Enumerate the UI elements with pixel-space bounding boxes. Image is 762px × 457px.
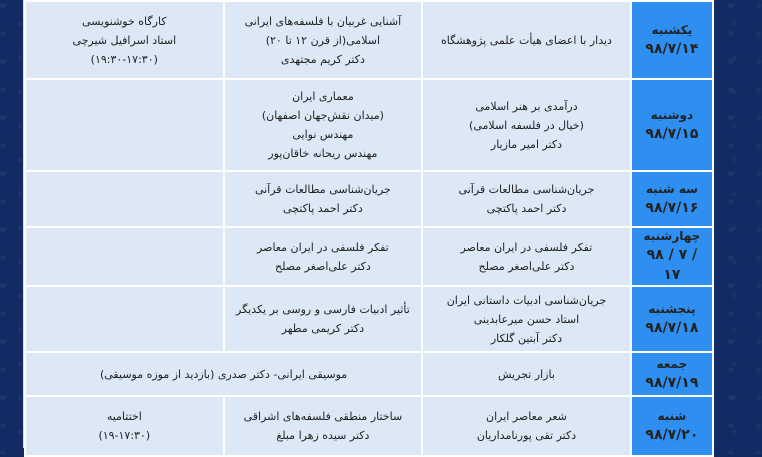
session-cell-1 [422,227,631,286]
session-cell-2 [224,79,423,171]
cell-line: دکتر علی‌اصغر مصلح [274,259,371,273]
cell-line: جریان‌شناسی مطالعات قرآنی [458,183,595,196]
day-name: دوشنبه [650,107,694,122]
session-cell-2 [224,286,423,352]
schedule-row [25,79,713,171]
day-name: یکشنبه [651,22,693,37]
day-date: ۹۸/۷/۱۵ [645,125,699,142]
cell-line: دکتر احمد پاکتچی [486,202,567,215]
day-name: سه شنبه [645,181,698,196]
day-name: پنجشنبه [648,301,696,316]
day-name: شنبه [657,408,687,423]
cell-line: دکتر احمد پاکتچی [283,202,363,215]
session-cell-3 [25,286,224,352]
session-cell-1 [422,352,631,396]
day-date: ۹۸/۷/۲۰ [645,426,699,443]
cell-line: دکتر کریم مجتهدی [280,52,365,66]
schedule-row [25,1,713,79]
session-cell-2 [224,1,423,79]
day-date: ۹۸/۷/۱۶ [645,199,699,216]
cell-line: اختتامیه [106,410,142,423]
schedule-row [25,171,713,227]
cell-line: (۱۹:۳۰-۱۷:۳۰) [90,52,158,66]
session-cell-3 [25,79,224,171]
day-cell [631,171,713,227]
cell-line: ساختار منطقی فلسفه‌های اشراقی [243,410,403,423]
cell-line: دکتر امیر مازیار [490,137,563,151]
session-cell-3 [25,1,224,79]
schedule-row [25,286,713,352]
session-cell-2 [224,227,423,286]
schedule-row [25,227,713,286]
cell-line: تأثیر ادبیات فارسی و روسی بر یکدیگر [236,303,410,316]
session-cell-1 [422,171,631,227]
cell-line: دکتر آبتین گلکار [490,331,563,345]
day-cell [631,352,713,396]
cell-line: آشنایی غربیان با فلسفه‌های ایرانی [244,14,402,28]
cell-line: دکتر علی‌اصغر مصلح [478,259,575,273]
schedule-row [25,352,713,396]
cell-line: جریان‌شناسی ادبیات داستانی ایران [446,293,607,307]
cell-line: (خیال در فلسفه اسلامی) [469,118,584,132]
cell-line: (میدان نقش‌جهان اصفهان) [261,109,384,122]
session-cell-3 [25,396,224,456]
cell-line: تفکر فلسفی در ایران معاصر [257,240,389,254]
day-cell [631,1,713,79]
cell-line: درآمدی بر هنر اسلامی [475,99,578,113]
cell-line: شعر معاصر ایران [486,410,567,423]
day-cell [631,227,713,286]
cell-line: اسلامی(از قرن ۱۲ تا ۲۰) [265,33,381,47]
day-date: ۹۸ / ۷ / ۱۷ [646,247,698,283]
day-cell [631,396,713,456]
session-cell-2 [224,171,423,227]
cell-line: دیدار با اعضای هیأت علمی پژوهشگاه [441,33,612,47]
session-cell-1 [422,286,631,352]
session-cell-3 [25,227,224,286]
session-cell-1 [422,1,631,79]
schedule-frame [24,0,714,448]
day-cell [631,286,713,352]
cell-line: دکتر سیده زهرا مبلغ [276,429,370,442]
schedule-body [25,1,713,456]
day-date: ۹۸/۷/۱۸ [645,319,699,336]
session-cell-1 [422,79,631,171]
cell-line: تفکر فلسفی در ایران معاصر [460,240,593,254]
session-cell-merged [25,352,422,396]
session-cell-3 [25,171,224,227]
day-date: ۹۸/۷/۱۴ [645,40,699,57]
day-cell [631,79,713,171]
day-name: چهارشنبه [643,229,701,243]
cell-line: (۱۹-۱۷:۳۰) [98,429,151,442]
session-cell-1 [422,396,631,456]
cell-line: جریان‌شناسی مطالعات قرآنی [254,183,391,196]
cell-line: معماری ایران [292,90,354,103]
cell-line: کارگاه خوشنویسی [82,14,167,28]
cell-line: دکتر تقی پورنامداریان [476,429,577,442]
day-date: ۹۸/۷/۱۹ [645,374,699,391]
cell-line: استاد اسرافیل شیرچی [72,33,177,47]
cell-line: بازار تجریش [498,367,555,381]
schedule-row [25,396,713,456]
day-name: جمعه [656,356,688,371]
cell-line: مهندس نوایی [292,128,354,141]
cell-line: دکتر کریمی مطهر [281,322,365,335]
cell-line: استاد حسن میرعابدینی [473,312,580,326]
cell-line: موسیقی ایرانی- دکتر صدری (بازدید از موزه موسیقی) [99,367,348,381]
cell-line: مهندس ریحانه خاقان‌پور [268,147,378,160]
session-cell-2 [224,396,423,456]
schedule-table [24,0,714,457]
